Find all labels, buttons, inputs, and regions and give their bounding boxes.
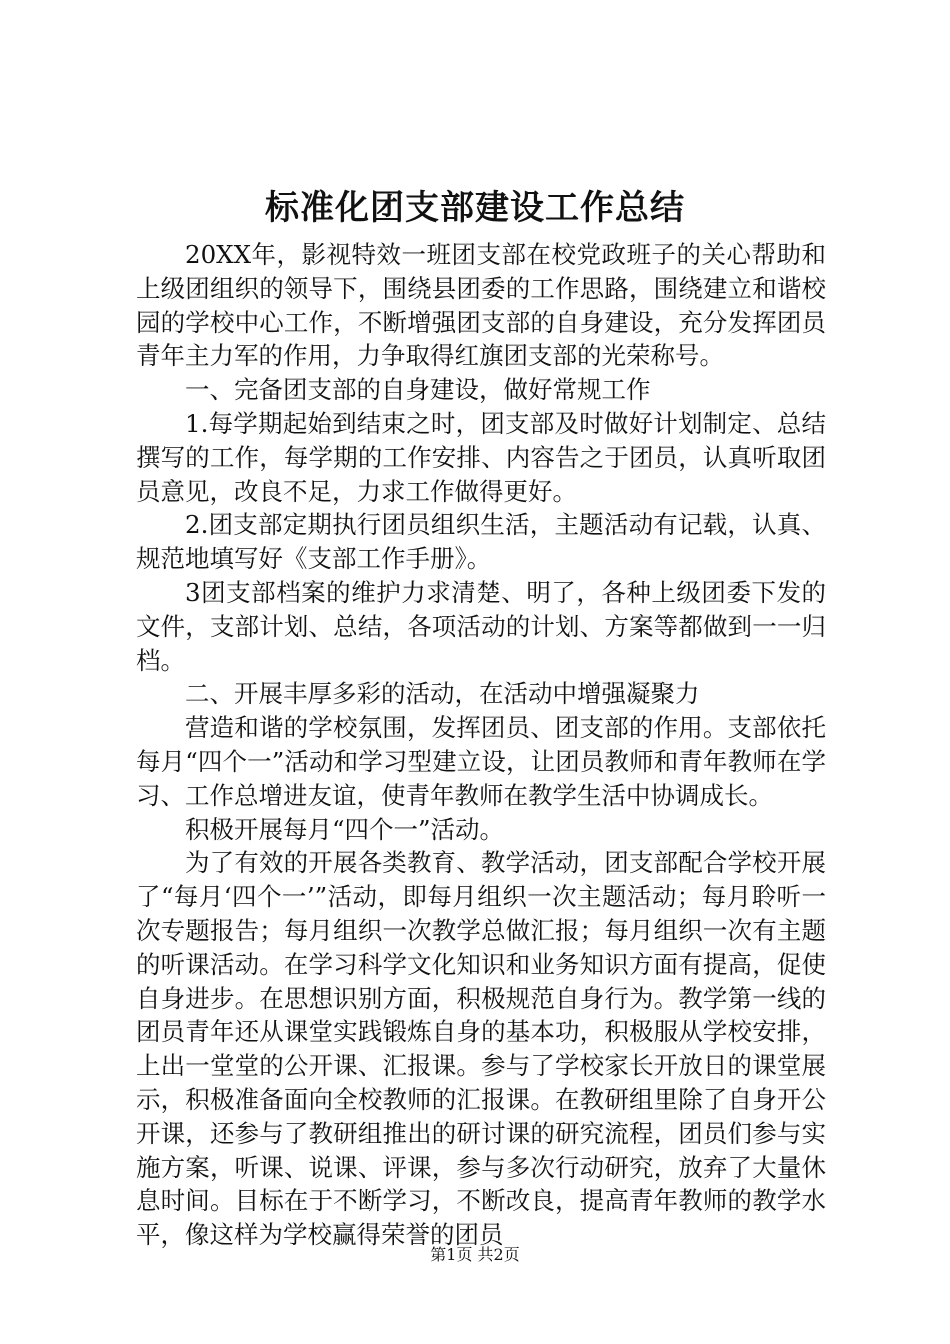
paragraph-intro: 20XX年，影视特效一班团支部在校党政班子的关心帮助和上级团组织的领导下，围绕县团委的工作思路，围绕建立和谐校园的学校中心工作，不断增强团支部的自身建设，充分发挥团员青年主力军的作用，力争取得红旗团支部的光荣称号。 bbox=[136, 240, 826, 371]
paragraph-atmosphere: 营造和谐的学校氛围，发挥团员、团支部的作用。支部依托每月“四个一”活动和学习型建立设，让团员教师和青年教师在学习、工作总增进友谊，使青年教师在教学生活中协调成长。 bbox=[136, 713, 826, 810]
paragraph-item-2: 2.团支部定期执行团员组织生活，主题活动有记载，认真、规范地填写好《支部工作手册》。 bbox=[136, 510, 826, 574]
page-number-footer: 第1页 共2页 bbox=[430, 1245, 520, 1264]
document-title: 标准化团支部建设工作总结 bbox=[265, 188, 685, 228]
document-body bbox=[136, 238, 826, 1252]
paragraph-item-3: 3团支部档案的维护力求清楚、明了，各种上级团委下发的文件，支部计划、总结，各项活动的计划、方案等都做到一一归档。 bbox=[136, 577, 826, 675]
section-heading-2: 二、开展丰厚多彩的活动，在活动中增强凝聚力 bbox=[185, 679, 700, 709]
paragraph-activity-detail: 为了有效的开展各类教育、教学活动，团支部配合学校开展了“每月‘四个一’”活动，即每月组织一次主题活动；每月聆听一次专题报告；每月组织一次教学总做汇报；每月组织一次有主题的听课活动。在学习科学文化知识和业务知识方面有提高，促使自身进步。在思想识别方面，积极规范自身行为。教学第一线的团员青年还从课堂实践锻炼自身的基本功，积极服从学校安排，上出一堂堂的公开课、汇报课。参与了学校家长开放日的课堂展示，积极准备面向全校教师的汇报课。在教研组里除了自身开公开课，还参与了教研组推出的研讨课的研究流程，团员们参与实施方案，听课、说课、评课，参与多次行动研究，放弃了大量休息时间。目标在于不断学习，不断改良，提高青年教师的教学水平，像这样为学校赢得荣誉的团员 bbox=[136, 848, 826, 1250]
section-heading-1: 一、完备团支部的自身建设，做好常规工作 bbox=[185, 375, 651, 405]
paragraph-item-1: 1.每学期起始到结束之时，团支部及时做好计划制定、总结撰写的工作，每学期的工作安排、内容告之于团员，认真听取团员意见，改良不足，力求工作做得更好。 bbox=[136, 408, 826, 506]
paragraph-activity-heading: 积极开展每月“四个一”活动。 bbox=[185, 814, 505, 844]
